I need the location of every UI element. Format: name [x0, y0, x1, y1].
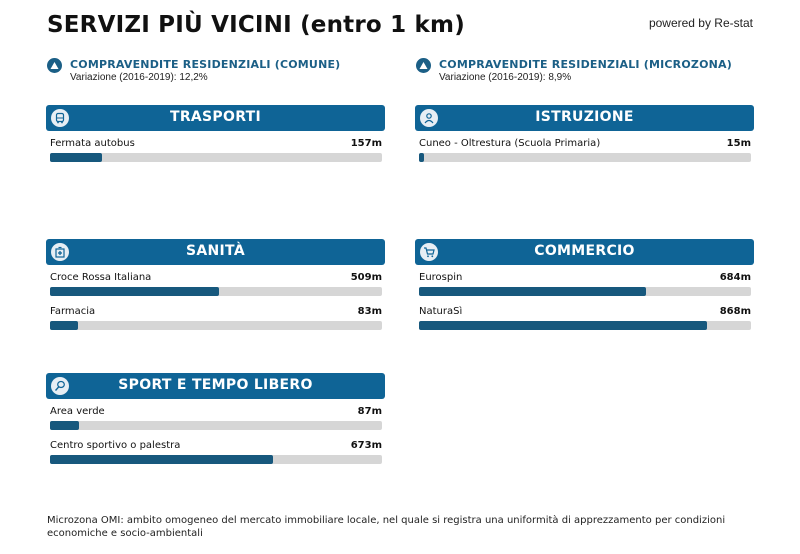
- powered-by: powered by Re-stat: [648, 16, 753, 30]
- service-name: Centro sportivo o palestra: [50, 440, 181, 451]
- service-name: Cuneo - Oltrestura (Scuola Primaria): [419, 138, 601, 149]
- service-distance: 868m: [719, 306, 751, 317]
- service-name: Farmacia: [50, 306, 96, 317]
- triangle-up-icon: [416, 58, 431, 73]
- card-istruzione: [415, 105, 754, 172]
- service-distance: 684m: [719, 272, 751, 283]
- card-header: [415, 105, 754, 131]
- service-distance: 673m: [350, 440, 382, 451]
- service-name: Area verde: [50, 406, 105, 417]
- card-title: ISTRUZIONE: [535, 109, 634, 125]
- service-name: Eurospin: [419, 272, 463, 283]
- service-row: [419, 306, 751, 340]
- service-row: [419, 138, 751, 172]
- card-title: COMMERCIO: [534, 243, 635, 259]
- service-distance: 15m: [726, 138, 751, 149]
- card-header: [46, 239, 385, 265]
- page-title: SERVIZI PIÙ VICINI (entro 1 km): [47, 12, 465, 38]
- card-commercio: [415, 239, 754, 340]
- service-distance: 87m: [357, 406, 382, 417]
- distance-bar-fill: [50, 153, 102, 162]
- service-distance: 509m: [350, 272, 382, 283]
- distance-bar-track: [50, 455, 382, 464]
- service-row: [50, 440, 382, 474]
- card-sport: [46, 373, 385, 474]
- card-title: TRASPORTI: [169, 109, 262, 125]
- service-distance: 157m: [350, 138, 382, 149]
- service-name: NaturaSì: [419, 306, 463, 317]
- service-row: [50, 306, 382, 340]
- distance-bar-track: [50, 153, 382, 162]
- footnote: Microzona OMI: ambito omogeneo del mercato immobiliare locale, nel quale si registra una uniformità di apprezzamento per condizioni economiche e socio-ambientali: [47, 515, 726, 539]
- distance-bar-fill: [419, 321, 707, 330]
- card-header: [46, 373, 385, 399]
- service-row: [50, 272, 382, 306]
- service-row: [50, 138, 382, 172]
- card-sanita: [46, 239, 385, 340]
- distance-bar-track: [419, 287, 751, 296]
- distance-bar-fill: [50, 321, 78, 330]
- stat-variation: Variazione (2016-2019): 8,9%: [439, 72, 572, 83]
- card-title: SANITÀ: [186, 243, 245, 259]
- card-trasporti: [46, 105, 385, 172]
- card-header: [46, 105, 385, 131]
- distance-bar-track: [419, 153, 751, 162]
- service-row: [419, 272, 751, 306]
- stat-label: COMPRAVENDITE RESIDENZIALI (COMUNE): [70, 58, 341, 71]
- distance-bar-track: [419, 321, 751, 330]
- distance-bar-track: [50, 287, 382, 296]
- triangle-up-icon: [47, 58, 62, 73]
- service-name: Croce Rossa Italiana: [50, 272, 152, 283]
- distance-bar-fill: [50, 455, 273, 464]
- distance-bar-fill: [50, 421, 79, 430]
- service-name: Fermata autobus: [50, 138, 135, 149]
- service-row: [50, 406, 382, 440]
- service-distance: 83m: [357, 306, 382, 317]
- distance-bar-track: [50, 421, 382, 430]
- distance-bar-fill: [419, 287, 646, 296]
- distance-bar-fill: [419, 153, 424, 162]
- card-header: [415, 239, 754, 265]
- stat-label: COMPRAVENDITE RESIDENZIALI (MICROZONA): [439, 58, 732, 71]
- card-title: SPORT E TEMPO LIBERO: [118, 377, 313, 393]
- stat-variation: Variazione (2016-2019): 12,2%: [70, 72, 208, 83]
- distance-bar-fill: [50, 287, 219, 296]
- distance-bar-track: [50, 321, 382, 330]
